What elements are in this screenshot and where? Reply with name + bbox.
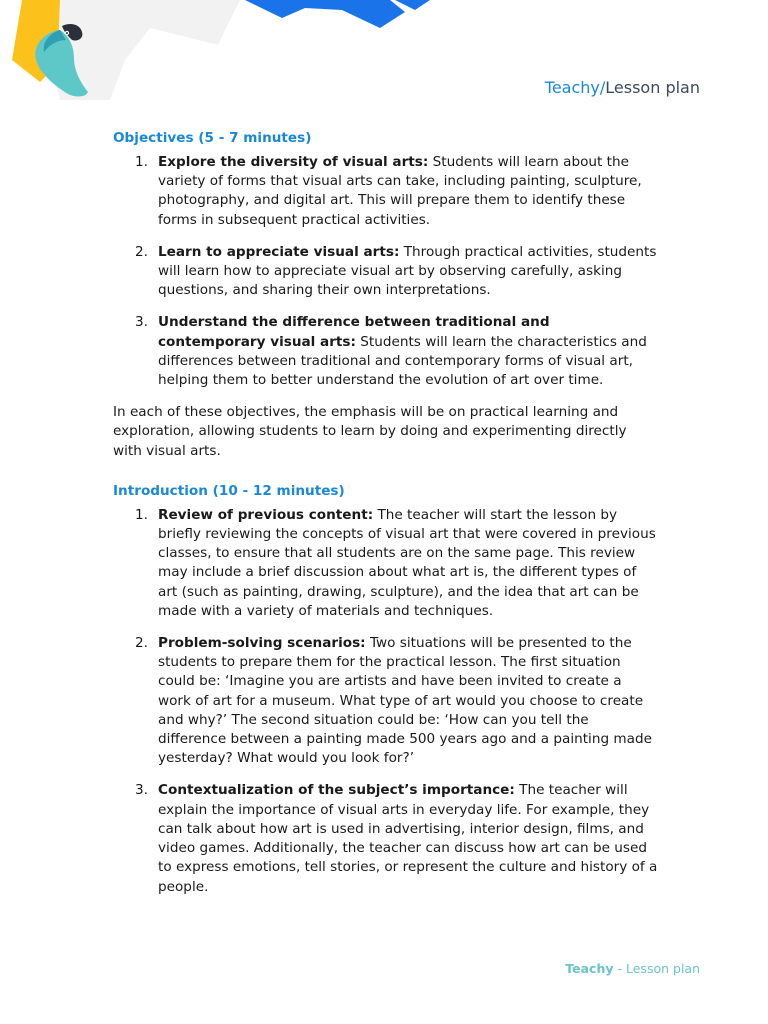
footer-brand: Teachy bbox=[565, 961, 614, 976]
list-item bbox=[113, 781, 658, 896]
section-title: Objectives (5 - 7 minutes) bbox=[113, 130, 312, 146]
list-item-number: 2. bbox=[135, 243, 148, 260]
header-doc-type: Lesson plan bbox=[605, 78, 700, 97]
numbered-list bbox=[113, 506, 658, 897]
section-introduction bbox=[113, 481, 658, 897]
list-item-term: Review of previous content: bbox=[158, 506, 374, 523]
document-body bbox=[113, 128, 658, 910]
footer-doc-type: Lesson plan bbox=[626, 961, 700, 976]
list-item bbox=[113, 243, 658, 301]
list-item-number: 1. bbox=[135, 154, 148, 170]
footer-separator: - bbox=[613, 961, 626, 976]
footer bbox=[565, 961, 700, 977]
list-item bbox=[113, 153, 658, 230]
list-item bbox=[113, 313, 658, 390]
list-item bbox=[113, 634, 658, 768]
header-decoration bbox=[0, 0, 460, 100]
list-item-text: The teacher will explain the importance of visual arts in everyday life. For example, they can talk about how art is used in advertising, interior design, films, and video games. Additionally, the teacher can discuss how art can be used to express emotions, tell stories, or represent the culture and history of a people. bbox=[158, 782, 658, 895]
list-item-number: 1. bbox=[135, 506, 148, 523]
list-item bbox=[113, 506, 658, 621]
list-item-term: Contextualization of the subject’s importance: bbox=[158, 782, 515, 799]
header-brand bbox=[545, 78, 700, 98]
list-item-term: Explore the diversity of visual arts: bbox=[158, 154, 429, 170]
section-title: Introduction (10 - 12 minutes) bbox=[113, 482, 345, 499]
list-item-text: Students will learn about the variety of forms that visual arts can take, including painting, sculpture, photography, and digital art. This will prepare them to identify these forms in subsequent practical activities. bbox=[158, 154, 642, 228]
list-item-number: 3. bbox=[135, 782, 148, 799]
section-closing-paragraph: In each of these objectives, the emphasis will be on practical learning and exploration, allowing students to learn by doing and experimenting directly with visual arts. bbox=[113, 404, 627, 459]
section-objectives bbox=[113, 128, 658, 461]
list-item-term: Understand the difference between traditional and contemporary visual arts: bbox=[158, 314, 550, 350]
list-item-term: Learn to appreciate visual arts: bbox=[158, 243, 400, 260]
list-item-term: Problem-solving scenarios: bbox=[158, 635, 366, 652]
list-item-text: Two situations will be presented to the students to prepare them for the practical lesson. The first situation could be: ‘Imagine you are artists and have been invited to create a work of art for a museum. What type of art would you choose to create and why?’ The second situation could be: ‘How can you tell the difference between a painting made 500 years ago and a painting made yesterday? What would you look for?’ bbox=[158, 635, 652, 767]
header-brand-name: Teachy/ bbox=[544, 78, 606, 97]
list-item-text: Through practical activities, students will learn how to appreciate visual art by observing carefully, asking questions, and sharing their own interpretations. bbox=[158, 243, 657, 299]
list-item-text: Students will learn the characteristics and differences between traditional and contemporary forms of visual art, helping them to better understand the evolution of art over time. bbox=[158, 333, 647, 389]
list-item-text: The teacher will start the lesson by briefly reviewing the concepts of visual art that were covered in previous classes, to ensure that all students are on the same page. This review may include a brief discussion about what art is, the different types of art (such as painting, drawing, sculpture), and the idea that art can be made with a variety of materials and techniques. bbox=[158, 506, 656, 619]
list-item-number: 3. bbox=[135, 314, 148, 331]
list-item-number: 2. bbox=[135, 635, 148, 652]
numbered-list bbox=[113, 153, 658, 390]
